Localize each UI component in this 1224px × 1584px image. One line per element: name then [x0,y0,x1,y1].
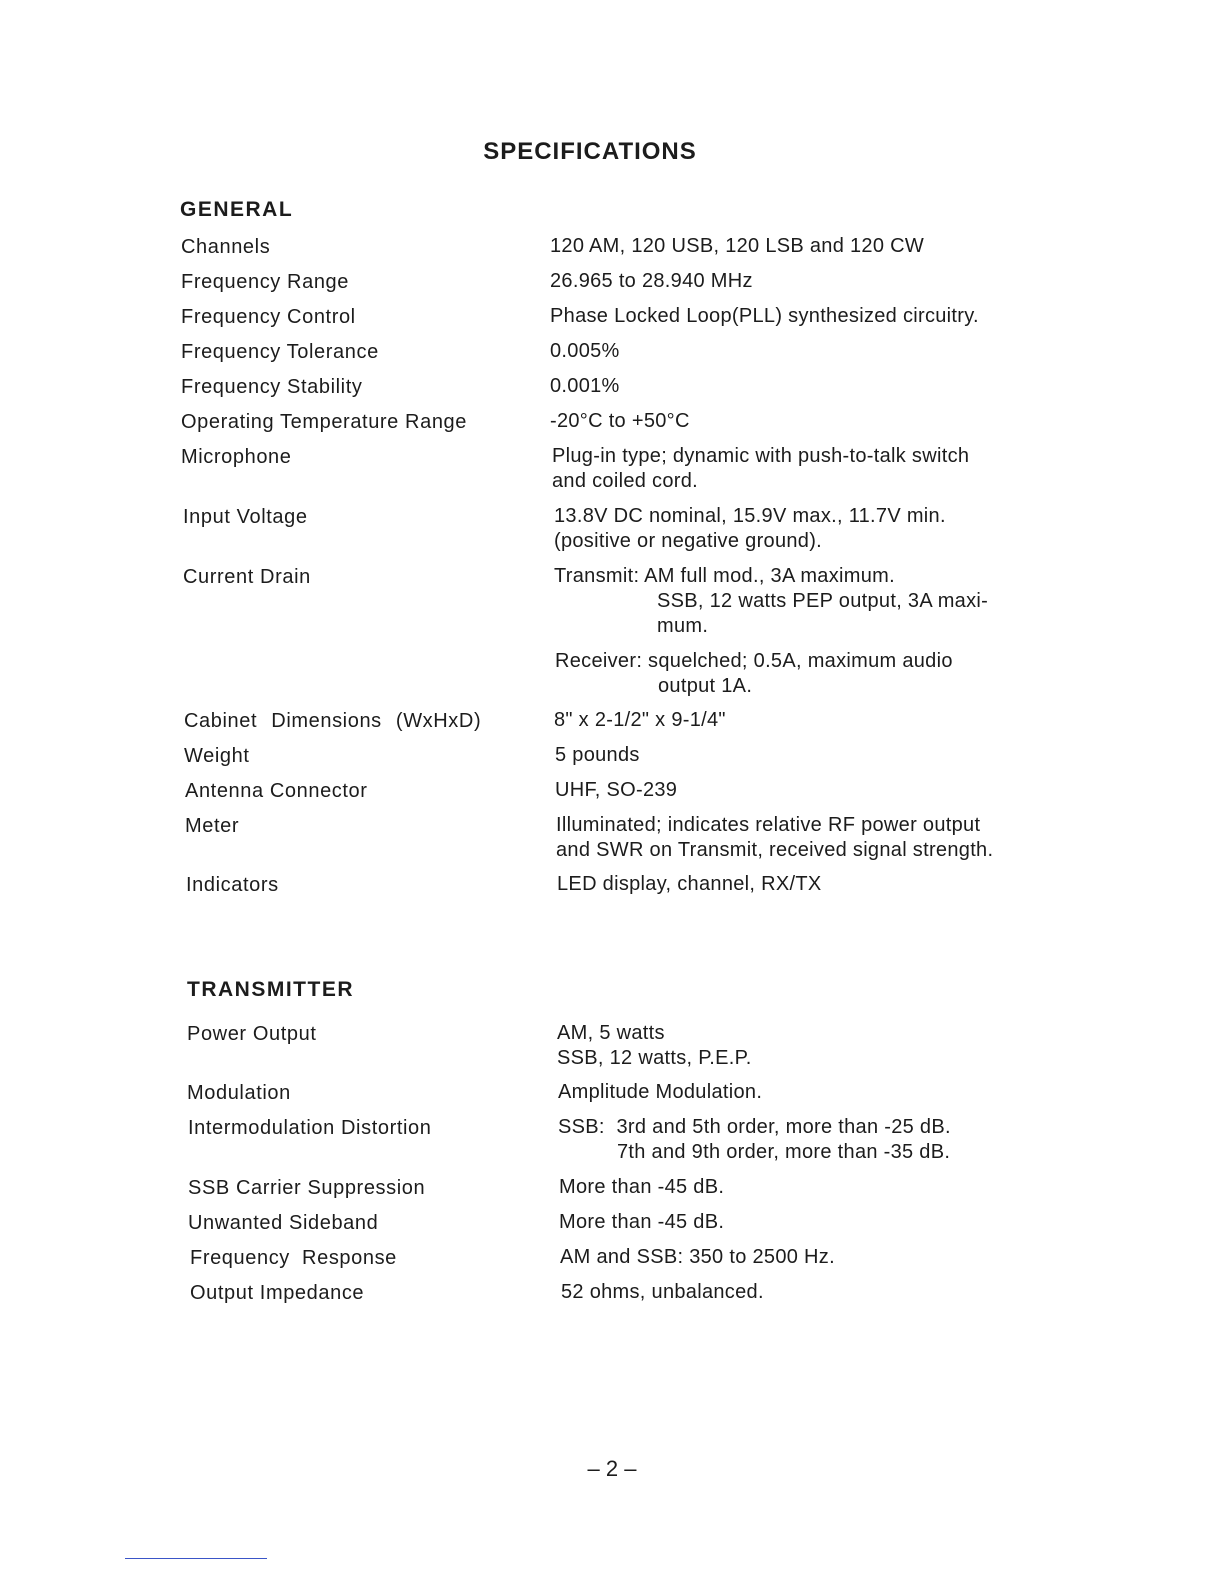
value-text: squelched; 0.5A, maximum audio [648,650,953,672]
transmit-prefix: Transmit: [554,565,640,587]
spec-label-meter: Meter [185,815,240,837]
spec-label-intermodulation-distortion: Intermodulation Distortion [188,1117,432,1139]
spec-label-output-impedance: Output Impedance [190,1282,365,1304]
spec-value-modulation: Amplitude Modulation. [558,1081,763,1103]
value-line: output 1A. [658,675,753,697]
spec-label-frequency-control: Frequency Control [181,306,356,328]
spec-value-antenna-connector: UHF, SO-239 [555,779,678,801]
spec-label-frequency-response: Frequency Response [190,1247,397,1269]
value-line: mum. [657,615,709,637]
receiver-prefix: Receiver: [555,650,643,672]
spec-value-frequency-control: Phase Locked Loop(PLL) synthesized circuitry. [550,305,979,327]
value-line: 13.8V DC nominal, 15.9V max., 11.7V min. [554,505,946,527]
value-line [554,564,988,589]
value-line: (positive or negative ground). [554,530,823,552]
spec-value-current-drain-transmit [554,564,988,639]
spec-label-current-drain: Current Drain [183,566,311,588]
ssb-prefix: SSB: [558,1116,605,1138]
spec-label-ssb-carrier-suppression: SSB Carrier Suppression [188,1177,426,1199]
spec-label-frequency-range: Frequency Range [181,271,349,293]
spec-value-input-voltage [554,504,946,554]
value-line: AM, 5 watts [557,1022,665,1044]
spec-value-ssb-carrier-suppression: More than -45 dB. [559,1176,725,1198]
value-line [555,649,953,674]
spec-label-modulation: Modulation [187,1082,291,1104]
spec-value-intermodulation-distortion [558,1115,951,1165]
spec-label-frequency-tolerance: Frequency Tolerance [181,341,379,363]
value-line [558,1115,951,1140]
spec-label-cabinet-dimensions: Cabinet Dimensions (WxHxD) [184,710,482,732]
spec-label-indicators: Indicators [186,874,279,896]
spec-value-frequency-response: AM and SSB: 350 to 2500 Hz. [560,1246,835,1268]
value-line: and coiled cord. [552,470,699,492]
spec-value-indicators: LED display, channel, RX/TX [557,873,822,895]
transmitter-heading: TRANSMITTER [187,978,354,1001]
spec-value-unwanted-sideband: More than -45 dB. [559,1211,725,1233]
spec-value-frequency-stability: 0.001% [550,375,620,397]
spec-label-frequency-stability: Frequency Stability [181,376,363,398]
spec-label-input-voltage: Input Voltage [183,506,308,528]
spec-label-microphone: Microphone [181,446,292,468]
value-line: SSB, 12 watts, P.E.P. [557,1047,752,1069]
spec-label-unwanted-sideband: Unwanted Sideband [188,1212,379,1234]
spec-value-cabinet-dimensions: 8" x 2-1/2" x 9-1/4" [554,709,726,731]
spec-value-channels: 120 AM, 120 USB, 120 LSB and 120 CW [550,235,925,257]
page-number: – 2 – [587,1456,637,1481]
spec-label-power-output: Power Output [187,1023,317,1045]
spec-label-operating-temperature: Operating Temperature Range [181,411,467,433]
value-line: and SWR on Transmit, received signal strength. [556,839,994,861]
spec-value-operating-temperature: -20°C to +50°C [550,410,690,432]
general-heading: GENERAL [180,198,294,221]
spec-value-power-output [557,1021,752,1071]
spec-value-current-drain-receiver [555,649,953,699]
spec-label-antenna-connector: Antenna Connector [185,780,368,802]
value-line: Plug-in type; dynamic with push-to-talk switch [552,445,970,467]
page-title: SPECIFICATIONS [483,138,697,165]
value-line: SSB, 12 watts PEP output, 3A maxi- [657,590,989,612]
value-line: Illuminated; indicates relative RF power output [556,814,981,836]
spec-value-meter [556,813,993,863]
footer-rule [125,1558,267,1559]
spec-value-weight: 5 pounds [555,744,640,766]
value-line: 7th and 9th order, more than -35 dB. [617,1141,951,1163]
spec-value-frequency-tolerance: 0.005% [550,340,620,362]
spec-value-frequency-range: 26.965 to 28.940 MHz [550,270,753,292]
spec-value-output-impedance: 52 ohms, unbalanced. [561,1281,764,1303]
value-text: AM full mod., 3A maximum. [644,565,895,587]
spec-label-weight: Weight [184,745,250,767]
spec-value-microphone [552,444,969,494]
spec-label-channels: Channels [181,236,271,258]
value-text: 3rd and 5th order, more than -25 dB. [616,1116,951,1138]
